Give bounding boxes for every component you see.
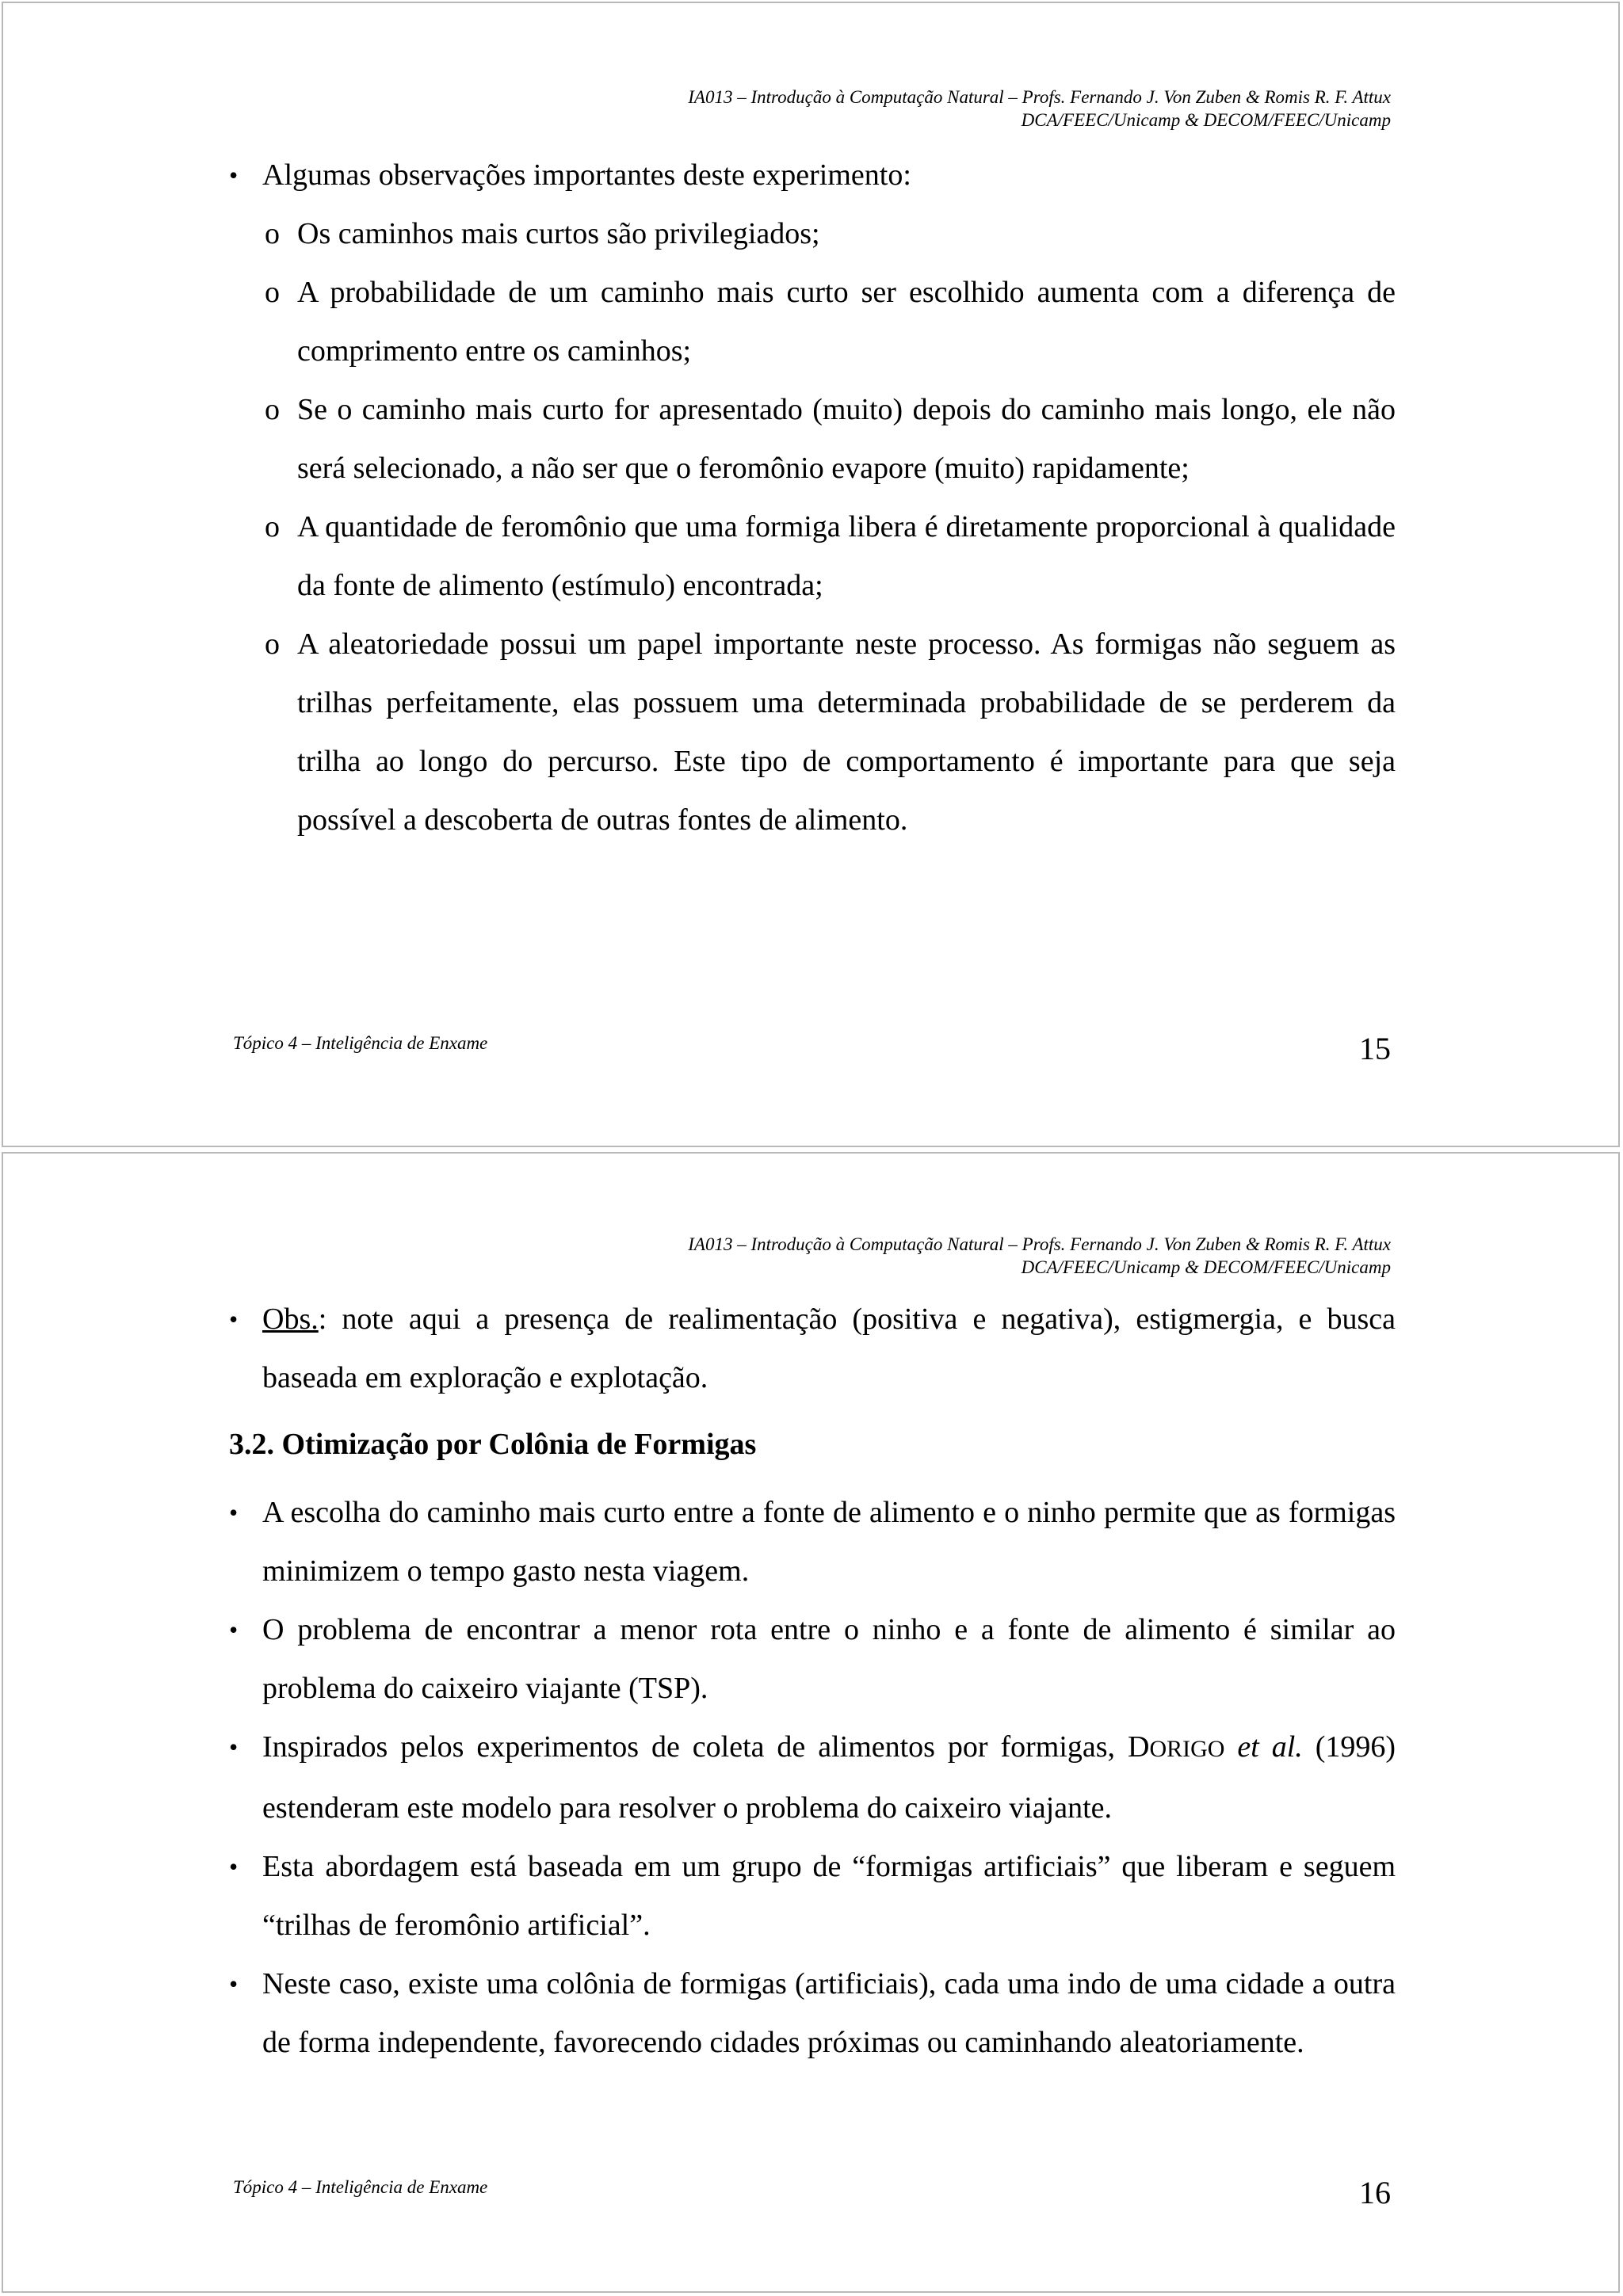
item-text: O problema de encontrar a menor rota entre o ninho e a fonte de alimento é similar ao problema do caixeiro viajante (TSP). (262, 1613, 1396, 1705)
slide-16 (2, 1152, 1620, 2293)
sub-list-item (229, 615, 1396, 849)
list-item (229, 1600, 1396, 1718)
sub-list-item (229, 498, 1396, 615)
slide-header (688, 86, 1391, 132)
item-text: Os caminhos mais curtos são privilegiados; (297, 217, 820, 250)
section-title: 3.2. Otimização por Colônia de Formigas (229, 1428, 757, 1461)
slide-15 (2, 2, 1620, 1147)
obs-label: Obs. (262, 1302, 319, 1336)
header-department: DCA/FEEC/Unicamp & DECOM/FEEC/Unicamp (1021, 110, 1391, 130)
list-item (229, 1955, 1396, 2072)
bullet-marker: • (229, 1615, 239, 1644)
footer-topic: Tópico 4 – Inteligência de Enxame (233, 2177, 488, 2197)
item-text: Inspirados pelos experimentos de coleta de alimentos por formigas, (262, 1730, 1128, 1764)
item-text-cont: (1996) estenderam este modelo para resolver o problema do caixeiro viajante. (262, 1730, 1396, 1825)
sub-bullet-marker: o (265, 627, 280, 661)
sub-bullet-marker: o (265, 393, 280, 426)
bullet-marker: • (229, 1733, 239, 1761)
list-item (229, 1290, 1396, 1407)
list-item (229, 1837, 1396, 1955)
bullet-marker: • (229, 1305, 239, 1333)
author-initial: D (1127, 1730, 1150, 1764)
sub-bullet-marker: o (265, 217, 280, 250)
page-number: 15 (1359, 1031, 1391, 1066)
list-item (229, 146, 1396, 204)
item-text: A escolha do caminho mais curto entre a fonte de alimento e o ninho permite que as formigas minimizem o tempo gasto nesta viagem. (262, 1496, 1396, 1588)
sub-bullet-marker: o (265, 276, 280, 309)
header-department: DCA/FEEC/Unicamp & DECOM/FEEC/Unicamp (1021, 1257, 1391, 1277)
sub-bullet-marker: o (265, 510, 280, 543)
list-item (229, 1483, 1396, 1600)
item-text: A quantidade de feromônio que uma formiga libera é diretamente proporcional à qualidade da fonte de alimento (estímulo) encontrada; (297, 510, 1396, 602)
bullet-marker: • (229, 1970, 239, 1998)
et-al: et al. (1237, 1730, 1303, 1764)
item-text: Se o caminho mais curto for apresentado (muito) depois do caminho mais longo, ele não será selecionado, a não ser que o feromônio evapore (muito) rapidamente; (297, 393, 1396, 485)
author-smallcaps: ORIGO (1149, 1736, 1225, 1762)
bullet-marker: • (229, 1852, 239, 1881)
header-course: IA013 – Introdução à Computação Natural – Profs. Fernando J. Von Zuben & Romis R. F. Attux (688, 87, 1391, 107)
obs-text: : note aqui a presença de realimentação (positiva e negativa), estigmergia, e busca baseada em exploração e explotação. (262, 1302, 1396, 1394)
footer-topic: Tópico 4 – Inteligência de Enxame (233, 1033, 488, 1053)
sub-list-item (229, 263, 1396, 380)
sub-list-item (229, 380, 1396, 498)
slide-body (229, 1290, 1396, 2072)
list-item (229, 1718, 1396, 1837)
bullet-marker: • (229, 1498, 239, 1527)
item-text: Neste caso, existe uma colônia de formigas (artificiais), cada uma indo de uma cidade a outra de forma independente, favorecendo cidades próximas ou caminhando aleatoriamente. (262, 1967, 1396, 2059)
bullet-marker: • (229, 161, 239, 189)
sub-list-item (229, 204, 1396, 263)
item-text: Esta abordagem está baseada em um grupo de “formigas artificiais” que liberam e seguem “trilhas de feromônio artificial”. (262, 1850, 1396, 1942)
slide-body (229, 146, 1396, 849)
intro-text: Algumas observações importantes deste experimento: (262, 158, 911, 192)
item-text: A aleatoriedade possui um papel importante neste processo. As formigas não seguem as trilhas perfeitamente, elas possuem uma determinada probabilidade de se perderem da trilha ao longo do percurso. Este tipo de comportamento é importante para que seja possível a descoberta de outras fontes de alimento. (297, 627, 1396, 837)
page-number: 16 (1359, 2175, 1391, 2210)
item-text: A probabilidade de um caminho mais curto ser escolhido aumenta com a diferença de comprimento entre os caminhos; (297, 276, 1396, 368)
slide-header (688, 1233, 1391, 1279)
header-course: IA013 – Introdução à Computação Natural – Profs. Fernando J. Von Zuben & Romis R. F. Attux (688, 1234, 1391, 1254)
